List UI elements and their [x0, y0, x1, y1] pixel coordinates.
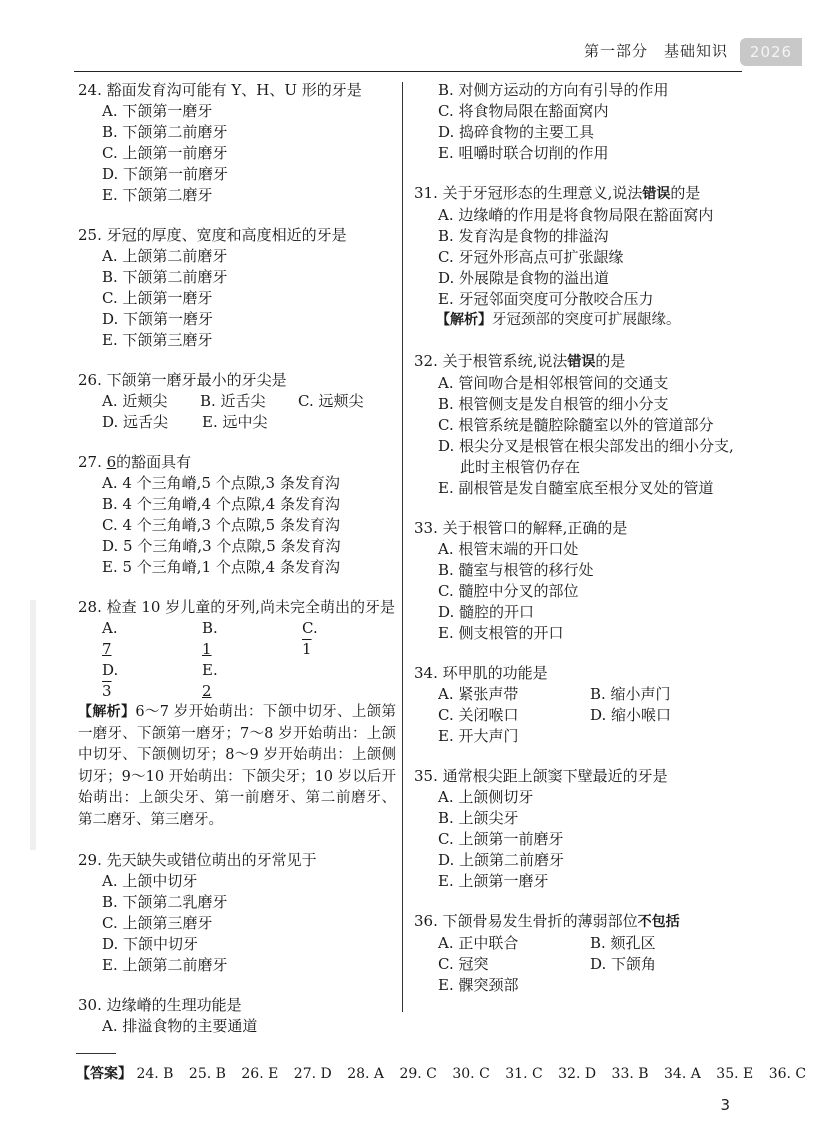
question-35	[414, 766, 744, 892]
question-stem: 32. 关于根管系统,说法错误的是	[414, 351, 626, 370]
option: D. 远舌尖	[102, 413, 169, 431]
analysis-note: 【解析】6～7 岁开始萌出：下颌中切牙、上颌第一磨牙、下颌第一磨牙；7～8 岁开始萌出：上颌中切牙、下颌侧切牙；8～9 岁开始萌出：上颌侧切牙；9～10 开始萌出：下颌尖牙；10 岁以后开始萌出：上颌尖牙、第一前磨牙、第二前磨牙、第二磨牙、第三磨牙。	[78, 704, 397, 828]
option: C. 根管系统是髓腔除髓室以外的管道部分	[438, 415, 714, 434]
option: A. 排溢食物的主要通道	[102, 1017, 258, 1035]
option: B. 下颌第二乳磨牙	[102, 893, 228, 911]
option: C. 上颌第一前磨牙	[438, 829, 564, 848]
option-row	[414, 684, 744, 705]
section-title: 第一部分 基础知识	[583, 42, 728, 60]
question-30	[78, 995, 396, 1037]
option: E. 侧支根管的开口	[438, 623, 564, 642]
option: B. 下颌第二前磨牙	[102, 268, 228, 286]
option: B. 近舌尖	[200, 392, 266, 410]
option: A. 根管末端的开口处	[438, 539, 579, 558]
answer-key-label: 【答案】	[76, 1066, 132, 1082]
analysis-note: 【解析】牙冠颈部的突度可扩展龈缘。	[436, 312, 681, 328]
question-25	[78, 225, 396, 351]
question-stem: 31. 关于牙冠形态的生理意义,说法错误的是	[414, 184, 701, 202]
option: E. 下颌第三磨牙	[102, 331, 213, 349]
option: C.1	[302, 619, 318, 658]
answer-item: 36. C	[768, 1066, 807, 1082]
question-stem: 29. 先天缺失或错位萌出的牙常见于	[78, 851, 317, 869]
answer-item: 25. B	[188, 1066, 226, 1082]
question-stem: 35. 通常根尖距上颌窦下壁最近的牙是	[414, 766, 668, 785]
question-stem: 33. 关于根管口的解释,正确的是	[414, 518, 628, 537]
page-edge-shadow	[30, 600, 36, 850]
answer-item: 35. E	[716, 1066, 754, 1082]
option: B. 根管侧支是发自根管的细小分支	[438, 394, 669, 413]
option: E. 远中尖	[202, 413, 268, 431]
option: D.3	[102, 661, 119, 700]
option: E. 髁突颈部	[438, 975, 519, 994]
question-26	[78, 370, 396, 433]
option-row	[414, 933, 744, 954]
option: B. 发育沟是食物的排溢沟	[438, 227, 609, 245]
option: E. 上颌第二前磨牙	[102, 956, 228, 974]
option: C. 上颌第一前磨牙	[102, 144, 228, 162]
page-header	[0, 38, 800, 68]
question-stem: 30. 边缘嵴的生理功能是	[78, 996, 242, 1014]
option-row	[414, 954, 744, 975]
option: E. 开大声门	[438, 726, 519, 745]
answer-item: 24. B	[136, 1066, 174, 1082]
option: B.1	[202, 619, 218, 658]
header-rule	[74, 71, 742, 72]
option: E. 牙冠邻面突度可分散咬合压力	[438, 290, 654, 308]
option: A. 上颌第二前磨牙	[102, 247, 228, 265]
option: C. 关闭喉口	[438, 705, 519, 724]
right-column	[414, 80, 744, 1015]
option: D. 外展隙是食物的溢出道	[438, 269, 610, 287]
answer-item: 33. B	[611, 1066, 649, 1082]
option-row	[414, 705, 744, 726]
option: E.2	[202, 661, 218, 700]
option: C. 冠突	[438, 954, 489, 973]
answer-item: 28. A	[347, 1066, 385, 1082]
option: D. 髓腔的开口	[438, 602, 535, 621]
option: D. 下颌第一前磨牙	[102, 165, 229, 183]
option: A.7	[102, 619, 118, 658]
question-34	[414, 663, 744, 747]
option: C. 远颊尖	[298, 392, 364, 410]
answer-item: 34. A	[664, 1066, 701, 1082]
answer-item: 32. D	[558, 1066, 597, 1082]
answer-item: 27. D	[293, 1066, 332, 1082]
page-number: 3	[720, 1096, 730, 1114]
option: C. 上颌第一磨牙	[102, 289, 213, 307]
option: D. 捣碎食物的主要工具	[438, 123, 595, 141]
option-row	[78, 412, 396, 433]
column-divider	[402, 82, 403, 1012]
option: B. 下颌第二前磨牙	[102, 123, 228, 141]
question-stem: 36. 下颌骨易发生骨折的薄弱部位不包括	[414, 911, 680, 930]
question-28	[78, 597, 396, 831]
answer-key	[76, 1063, 817, 1083]
option: D. 缩小喉口	[590, 705, 672, 724]
option: D. 根尖分叉是根管在根尖部发出的细小分支,此时主根管仍存在	[438, 436, 734, 476]
option: C. 上颌第三磨牙	[102, 914, 213, 932]
question-30-continued	[414, 80, 744, 164]
answer-item: 26. E	[241, 1066, 279, 1082]
question-stem: 27. 6的豁面具有	[78, 453, 192, 471]
option: D. 下颌第一磨牙	[102, 310, 214, 328]
option: E. 咀嚼时联合切削的作用	[438, 144, 609, 162]
option: C. 牙冠外形高点可扩张龈缘	[438, 248, 624, 266]
option: A. 上颌侧切牙	[438, 787, 534, 806]
option: C. 将食物局限在豁面窝内	[438, 102, 609, 120]
tooth-notation: 6	[106, 453, 117, 471]
option: E. 下颌第二磨牙	[102, 186, 213, 204]
option: D. 下颌角	[590, 954, 657, 973]
option: C. 髓腔中分叉的部位	[438, 581, 579, 600]
answer-item: 29. C	[399, 1066, 437, 1082]
answer-item: 31. C	[505, 1066, 543, 1082]
question-24	[78, 80, 396, 206]
option: A. 上颌中切牙	[102, 872, 198, 890]
question-stem: 26. 下颌第一磨牙最小的牙尖是	[78, 371, 287, 389]
option: B. 对侧方运动的方向有引导的作用	[438, 81, 669, 99]
option: A. 管间吻合是相邻根管间的交通支	[438, 373, 669, 392]
option: B. 颏孔区	[590, 933, 656, 952]
option: B. 髓室与根管的移行处	[438, 560, 594, 579]
option: A. 边缘嵴的作用是将食物局限在豁面窝内	[438, 206, 714, 224]
question-32	[414, 351, 744, 499]
question-29	[78, 850, 396, 976]
option-row	[78, 618, 396, 660]
section-tab: 2026	[740, 38, 802, 66]
option: B. 上颌尖牙	[438, 808, 519, 827]
question-stem: 24. 豁面发育沟可能有 Y、H、U 形的牙是	[78, 81, 362, 99]
option-row	[78, 660, 396, 702]
option: B. 4 个三角嵴,4 个点隙,4 条发育沟	[102, 495, 341, 513]
question-27	[78, 452, 396, 578]
answer-rule	[76, 1053, 116, 1054]
option: A. 正中联合	[438, 933, 519, 952]
answer-item: 30. C	[452, 1066, 490, 1082]
question-stem: 28. 检查 10 岁儿童的牙列,尚未完全萌出的牙是	[78, 598, 396, 616]
question-31	[414, 183, 744, 332]
question-36	[414, 911, 744, 996]
option: E. 副根管是发自髓室底至根分叉处的管道	[438, 478, 714, 497]
option: A. 近颊尖	[102, 392, 168, 410]
option: D. 5 个三角嵴,3 个点隙,5 条发育沟	[102, 537, 341, 555]
question-33	[414, 518, 744, 644]
option: C. 4 个三角嵴,3 个点隙,5 条发育沟	[102, 516, 340, 534]
option: E. 5 个三角嵴,1 个点隙,4 条发育沟	[102, 558, 340, 576]
question-stem: 34. 环甲肌的功能是	[414, 663, 548, 682]
option: D. 上颌第二前磨牙	[438, 850, 565, 869]
question-stem: 25. 牙冠的厚度、宽度和高度相近的牙是	[78, 226, 347, 244]
left-column	[78, 80, 396, 1056]
option: A. 4 个三角嵴,5 个点隙,3 条发育沟	[102, 474, 340, 492]
option: B. 缩小声门	[590, 684, 671, 703]
option: A. 紧张声带	[438, 684, 519, 703]
option-row	[78, 391, 396, 412]
option: D. 下颌中切牙	[102, 935, 199, 953]
option: E. 上颌第一磨牙	[438, 871, 549, 890]
option: A. 下颌第一磨牙	[102, 102, 213, 120]
